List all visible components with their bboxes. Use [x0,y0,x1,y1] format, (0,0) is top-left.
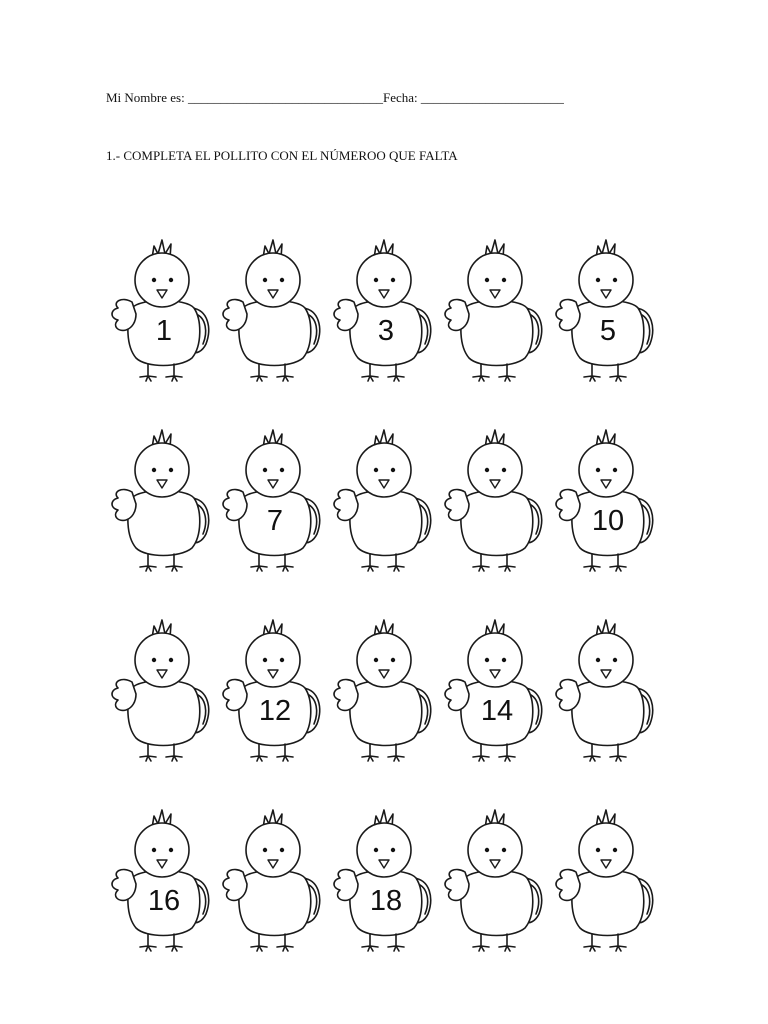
chick-cell[interactable] [108,616,218,766]
date-label: Fecha: [382,90,418,105]
instruction-text: 1.- COMPLETA EL POLLITO CON EL NÚMEROO QUE FALTA [106,148,458,163]
chick-cell[interactable] [552,806,662,956]
chick-cell[interactable] [108,426,218,576]
chick-number: 7 [266,505,284,537]
header-line [106,90,564,106]
chick-icon [219,236,329,386]
chick-number: 14 [480,695,514,727]
name-label: Mi Nombre es: [106,90,185,105]
chick-cell[interactable] [441,236,551,386]
chick-number: 5 [599,315,617,347]
chick-grid [108,236,668,940]
chick-cell[interactable] [330,616,440,766]
chick-cell[interactable] [219,616,329,766]
chick-number: 16 [147,885,181,917]
chick-icon [219,806,329,956]
chick-cell[interactable] [552,616,662,766]
chick-icon [330,616,440,766]
chick-icon [108,426,218,576]
chick-number: 18 [369,885,403,917]
chick-cell[interactable] [330,806,440,956]
chick-cell[interactable] [330,426,440,576]
chick-cell[interactable] [552,236,662,386]
chick-icon [552,806,662,956]
name-blank[interactable]: ______________________________ [187,90,383,105]
chick-icon [330,806,440,956]
chick-cell[interactable] [441,426,551,576]
chick-cell[interactable] [219,236,329,386]
chick-icon [219,616,329,766]
chick-icon [108,806,218,956]
chick-cell[interactable] [441,616,551,766]
chick-icon [330,236,440,386]
chick-cell[interactable] [219,806,329,956]
chick-cell[interactable] [108,236,218,386]
chick-cell[interactable] [552,426,662,576]
chick-number: 3 [377,315,395,347]
chick-cell[interactable] [441,806,551,956]
chick-icon [108,236,218,386]
chick-icon [330,426,440,576]
date-blank[interactable]: ______________________ [420,90,564,105]
chick-icon [441,426,551,576]
chick-icon [441,236,551,386]
chick-cell[interactable] [330,236,440,386]
chick-number: 10 [591,505,625,537]
chick-icon [552,236,662,386]
chick-icon [219,426,329,576]
chick-number: 12 [258,695,292,727]
chick-icon [552,616,662,766]
chick-number: 1 [155,315,173,347]
chick-icon [108,616,218,766]
chick-cell[interactable] [108,806,218,956]
chick-icon [441,616,551,766]
chick-icon [441,806,551,956]
chick-icon [552,426,662,576]
chick-cell[interactable] [219,426,329,576]
